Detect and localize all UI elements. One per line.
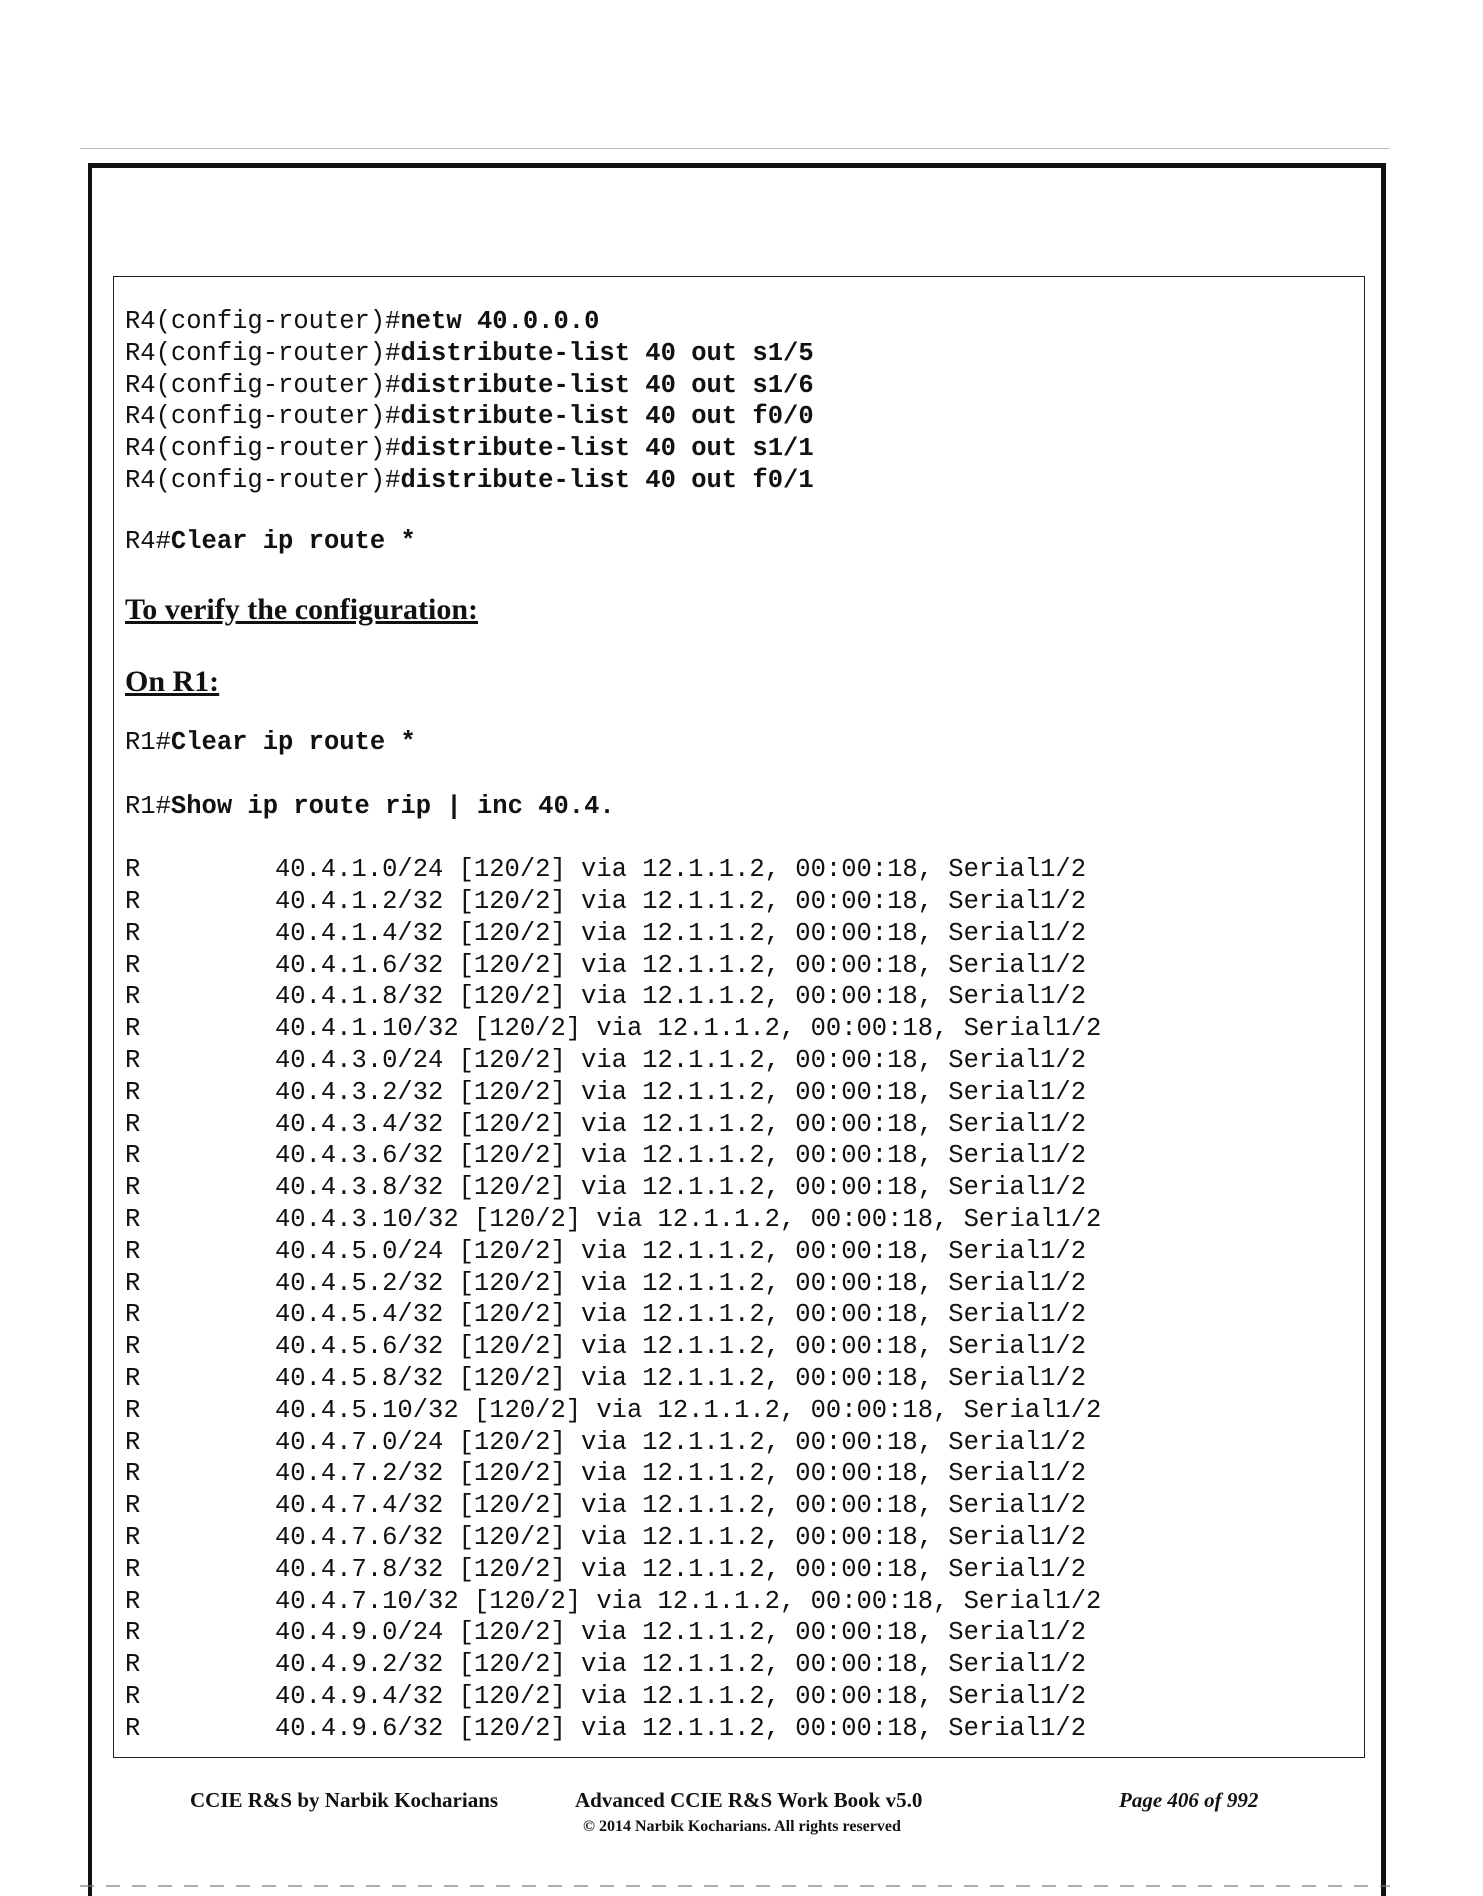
route-code: R bbox=[125, 1650, 141, 1680]
route-entry: 40.4.1.2/32 [120/2] via 12.1.1.2, 00:00:18, Serial1/2 bbox=[275, 886, 1087, 916]
route-entry: 40.4.7.4/32 [120/2] via 12.1.1.2, 00:00:18, Serial1/2 bbox=[275, 1491, 1087, 1521]
cli-command: distribute-list 40 out s1/5 bbox=[400, 338, 814, 368]
cli-command: Clear ip route * bbox=[170, 526, 416, 556]
route-entry: 40.4.7.2/32 [120/2] via 12.1.1.2, 00:00:18, Serial1/2 bbox=[275, 1459, 1087, 1489]
route-entry: 40.4.9.6/32 [120/2] via 12.1.1.2, 00:00:18, Serial1/2 bbox=[275, 1713, 1087, 1743]
route-code: R bbox=[125, 1427, 141, 1457]
cli-command: Show ip route rip | inc 40.4. bbox=[170, 792, 615, 822]
footer-page-number: Page 406 of 992 bbox=[1119, 1788, 1259, 1812]
config-line bbox=[125, 465, 1355, 497]
scan-top-line bbox=[80, 148, 1390, 149]
cli-command: netw 40.0.0.0 bbox=[400, 307, 600, 336]
document-body bbox=[125, 306, 1355, 1744]
route-row bbox=[125, 1013, 1355, 1045]
route-code: R bbox=[125, 1681, 141, 1711]
cli-prompt: R4# bbox=[125, 526, 171, 556]
route-row bbox=[125, 981, 1355, 1013]
config-line bbox=[125, 433, 1355, 465]
route-code: R bbox=[125, 1586, 141, 1616]
config-line bbox=[125, 370, 1355, 402]
route-code: R bbox=[125, 855, 141, 885]
route-entry: 40.4.5.4/32 [120/2] via 12.1.1.2, 00:00:18, Serial1/2 bbox=[275, 1300, 1087, 1330]
route-entry: 40.4.5.2/32 [120/2] via 12.1.1.2, 00:00:18, Serial1/2 bbox=[275, 1268, 1087, 1298]
route-row bbox=[125, 854, 1355, 886]
footer-copyright: © 2014 Narbik Kocharians. All rights reserved bbox=[583, 1818, 901, 1835]
route-entry: 40.4.3.10/32 [120/2] via 12.1.1.2, 00:00:18, Serial1/2 bbox=[275, 1204, 1102, 1234]
route-table bbox=[125, 854, 1355, 1744]
route-code: R bbox=[125, 1204, 141, 1234]
route-code: R bbox=[125, 1459, 141, 1489]
route-row bbox=[125, 1140, 1355, 1172]
scan-bottom-line bbox=[80, 1885, 1390, 1887]
route-code: R bbox=[125, 1014, 141, 1044]
cli-command: distribute-list 40 out s1/1 bbox=[400, 434, 814, 464]
route-entry: 40.4.1.6/32 [120/2] via 12.1.1.2, 00:00:18, Serial1/2 bbox=[275, 950, 1087, 980]
route-entry: 40.4.9.4/32 [120/2] via 12.1.1.2, 00:00:18, Serial1/2 bbox=[275, 1681, 1087, 1711]
route-row bbox=[125, 1268, 1355, 1300]
route-code: R bbox=[125, 1554, 141, 1584]
cli-prompt: R4(config-router)# bbox=[125, 402, 401, 432]
route-entry: 40.4.7.6/32 [120/2] via 12.1.1.2, 00:00:18, Serial1/2 bbox=[275, 1522, 1087, 1552]
route-code: R bbox=[125, 1491, 141, 1521]
route-row bbox=[125, 1172, 1355, 1204]
cli-prompt: R1# bbox=[125, 792, 171, 822]
route-entry: 40.4.3.2/32 [120/2] via 12.1.1.2, 00:00:18, Serial1/2 bbox=[275, 1077, 1087, 1107]
route-entry: 40.4.9.2/32 [120/2] via 12.1.1.2, 00:00:18, Serial1/2 bbox=[275, 1650, 1087, 1680]
route-row bbox=[125, 1617, 1355, 1649]
cli-prompt: R1# bbox=[125, 727, 171, 757]
route-entry: 40.4.1.10/32 [120/2] via 12.1.1.2, 00:00:18, Serial1/2 bbox=[275, 1014, 1102, 1044]
route-row bbox=[125, 1045, 1355, 1077]
route-row bbox=[125, 1109, 1355, 1141]
route-entry: 40.4.5.10/32 [120/2] via 12.1.1.2, 00:00:18, Serial1/2 bbox=[275, 1395, 1102, 1425]
route-code: R bbox=[125, 1363, 141, 1393]
route-entry: 40.4.3.6/32 [120/2] via 12.1.1.2, 00:00:18, Serial1/2 bbox=[275, 1141, 1087, 1171]
route-code: R bbox=[125, 918, 141, 948]
route-row bbox=[125, 1554, 1355, 1586]
route-row bbox=[125, 1490, 1355, 1522]
route-code: R bbox=[125, 886, 141, 916]
route-entry: 40.4.7.8/32 [120/2] via 12.1.1.2, 00:00:18, Serial1/2 bbox=[275, 1554, 1087, 1584]
route-code: R bbox=[125, 1045, 141, 1075]
cli-prompt: R4(config-router)# bbox=[125, 370, 401, 400]
config-block bbox=[125, 306, 1355, 497]
cli-command: Clear ip route * bbox=[170, 727, 416, 757]
route-code: R bbox=[125, 1300, 141, 1330]
route-entry: 40.4.5.6/32 [120/2] via 12.1.1.2, 00:00:18, Serial1/2 bbox=[275, 1332, 1087, 1362]
route-row bbox=[125, 1395, 1355, 1427]
route-entry: 40.4.7.0/24 [120/2] via 12.1.1.2, 00:00:18, Serial1/2 bbox=[275, 1427, 1087, 1457]
cli-command: distribute-list 40 out f0/1 bbox=[400, 465, 814, 495]
route-row bbox=[125, 1649, 1355, 1681]
r1-clear-line bbox=[125, 727, 1355, 759]
route-entry: 40.4.1.4/32 [120/2] via 12.1.1.2, 00:00:18, Serial1/2 bbox=[275, 918, 1087, 948]
cli-prompt: R4(config-router)# bbox=[125, 465, 401, 495]
config-line bbox=[125, 306, 1355, 338]
footer-book-title: Advanced CCIE R&S Work Book v5.0 bbox=[575, 1788, 923, 1812]
route-entry: 40.4.1.0/24 [120/2] via 12.1.1.2, 00:00:18, Serial1/2 bbox=[275, 855, 1087, 885]
config-line bbox=[125, 401, 1355, 433]
cli-command: distribute-list 40 out s1/6 bbox=[400, 370, 814, 400]
route-code: R bbox=[125, 1141, 141, 1171]
route-row bbox=[125, 1204, 1355, 1236]
route-row bbox=[125, 1331, 1355, 1363]
route-row bbox=[125, 1363, 1355, 1395]
route-row bbox=[125, 1681, 1355, 1713]
footer-author: CCIE R&S by Narbik Kocharians bbox=[190, 1788, 499, 1812]
route-code: R bbox=[125, 1236, 141, 1266]
route-row bbox=[125, 1236, 1355, 1268]
route-code: R bbox=[125, 1077, 141, 1107]
route-code: R bbox=[125, 1332, 141, 1362]
cli-prompt: R4(config-router)# bbox=[125, 307, 401, 336]
route-entry: 40.4.7.10/32 [120/2] via 12.1.1.2, 00:00:18, Serial1/2 bbox=[275, 1586, 1102, 1616]
route-row bbox=[125, 1586, 1355, 1618]
route-entry: 40.4.5.0/24 [120/2] via 12.1.1.2, 00:00:18, Serial1/2 bbox=[275, 1236, 1087, 1266]
on-r1-heading: On R1: bbox=[125, 664, 220, 698]
cli-prompt: R4(config-router)# bbox=[125, 434, 401, 464]
cli-command: distribute-list 40 out f0/0 bbox=[400, 402, 814, 432]
route-row bbox=[125, 918, 1355, 950]
route-code: R bbox=[125, 1395, 141, 1425]
route-entry: 40.4.3.4/32 [120/2] via 12.1.1.2, 00:00:18, Serial1/2 bbox=[275, 1109, 1087, 1139]
verify-heading: To verify the configuration: bbox=[125, 592, 479, 626]
route-entry: 40.4.9.0/24 [120/2] via 12.1.1.2, 00:00:18, Serial1/2 bbox=[275, 1618, 1087, 1648]
route-row bbox=[125, 1458, 1355, 1490]
route-code: R bbox=[125, 1522, 141, 1552]
cli-prompt: R4(config-router)# bbox=[125, 338, 401, 368]
route-code: R bbox=[125, 1173, 141, 1203]
route-code: R bbox=[125, 1109, 141, 1139]
route-row bbox=[125, 950, 1355, 982]
r1-show-line bbox=[125, 791, 1355, 823]
route-entry: 40.4.3.8/32 [120/2] via 12.1.1.2, 00:00:18, Serial1/2 bbox=[275, 1173, 1087, 1203]
route-row bbox=[125, 886, 1355, 918]
r4-clear-line bbox=[125, 526, 1355, 558]
route-entry: 40.4.3.0/24 [120/2] via 12.1.1.2, 00:00:18, Serial1/2 bbox=[275, 1045, 1087, 1075]
route-row bbox=[125, 1522, 1355, 1554]
route-row bbox=[125, 1713, 1355, 1745]
route-row bbox=[125, 1299, 1355, 1331]
route-row bbox=[125, 1077, 1355, 1109]
route-row bbox=[125, 1427, 1355, 1459]
route-code: R bbox=[125, 1618, 141, 1648]
route-code: R bbox=[125, 982, 141, 1012]
route-code: R bbox=[125, 1713, 141, 1743]
route-code: R bbox=[125, 1268, 141, 1298]
config-line bbox=[125, 338, 1355, 370]
route-entry: 40.4.1.8/32 [120/2] via 12.1.1.2, 00:00:18, Serial1/2 bbox=[275, 982, 1087, 1012]
route-code: R bbox=[125, 950, 141, 980]
route-entry: 40.4.5.8/32 [120/2] via 12.1.1.2, 00:00:18, Serial1/2 bbox=[275, 1363, 1087, 1393]
